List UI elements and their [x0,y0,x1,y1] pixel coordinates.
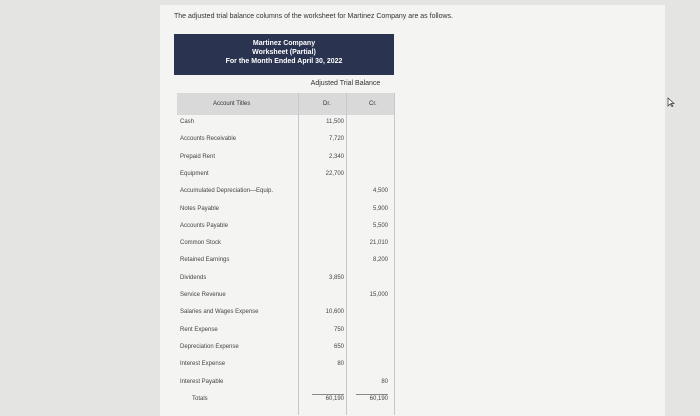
row-dr-value: 650 [333,343,344,350]
row-dr-value: 7,720 [328,136,344,143]
row-account-label: Depreciation Expense [180,343,239,350]
row-dr-value: 11,500 [326,119,344,125]
worksheet-header [174,34,394,75]
total-cr-value: 60,190 [369,395,388,402]
row-account-label: Common Stock [180,240,222,247]
total-rule-cr [356,394,388,395]
row-account-label: Salaries and Wages Expense [180,309,259,316]
column-divider [298,93,299,415]
row-cr-value: 8,200 [372,257,388,264]
account-titles-header: Account Titles [213,101,251,107]
row-dr-value: 3,850 [328,274,344,281]
worksheet-title: Worksheet (Partial) [252,49,316,56]
row-cr-value: 21,010 [369,240,388,247]
row-cr-value: 4,500 [372,188,388,195]
row-cr-value: 80 [381,378,388,385]
row-account-label: Dividends [180,274,207,281]
row-dr-value: 22,700 [325,170,344,177]
row-account-label: Accounts Payable [180,222,229,229]
column-divider [346,93,347,415]
totals-label: Totals [192,395,208,402]
row-account-label: Accounts Receivable [180,136,237,143]
column-header-band [177,93,394,115]
row-account-label: Interest Expense [180,361,226,368]
row-cr-value: 5,900 [372,205,388,212]
worksheet-period: For the Month Ended April 30, 2022 [225,58,343,65]
row-dr-value: 80 [337,361,344,368]
adjusted-trial-balance-heading: Adjusted Trial Balance [310,80,381,87]
row-account-label: Retained Earnings [180,257,230,264]
cr-header: Cr. [369,101,377,107]
row-cr-value: 15,000 [369,292,388,298]
row-account-label: Notes Payable [180,205,220,212]
row-dr-value: 750 [333,326,344,333]
row-account-label: Cash [180,119,195,125]
row-account-label: Equipment [180,170,209,177]
company-name: Martinez Company [252,40,316,47]
intro-text: The adjusted trial balance columns of the worksheet for Martinez Company are as follows. [174,13,453,20]
dr-header: Dr. [323,101,331,107]
row-cr-value: 5,500 [372,222,388,229]
row-account-label: Rent Expense [180,326,218,333]
row-account-label: Accumulated Depreciation—Equip. [180,188,274,195]
mouse-pointer-icon [667,97,675,107]
total-dr-value: 60,190 [325,395,344,402]
row-account-label: Interest Payable [180,378,224,385]
column-divider [394,93,395,415]
row-dr-value: 2,340 [328,153,344,160]
total-rule-dr [312,394,344,395]
row-account-label: Service Revenue [180,292,226,298]
row-account-label: Prepaid Rent [180,153,216,160]
row-dr-value: 10,600 [325,309,344,316]
